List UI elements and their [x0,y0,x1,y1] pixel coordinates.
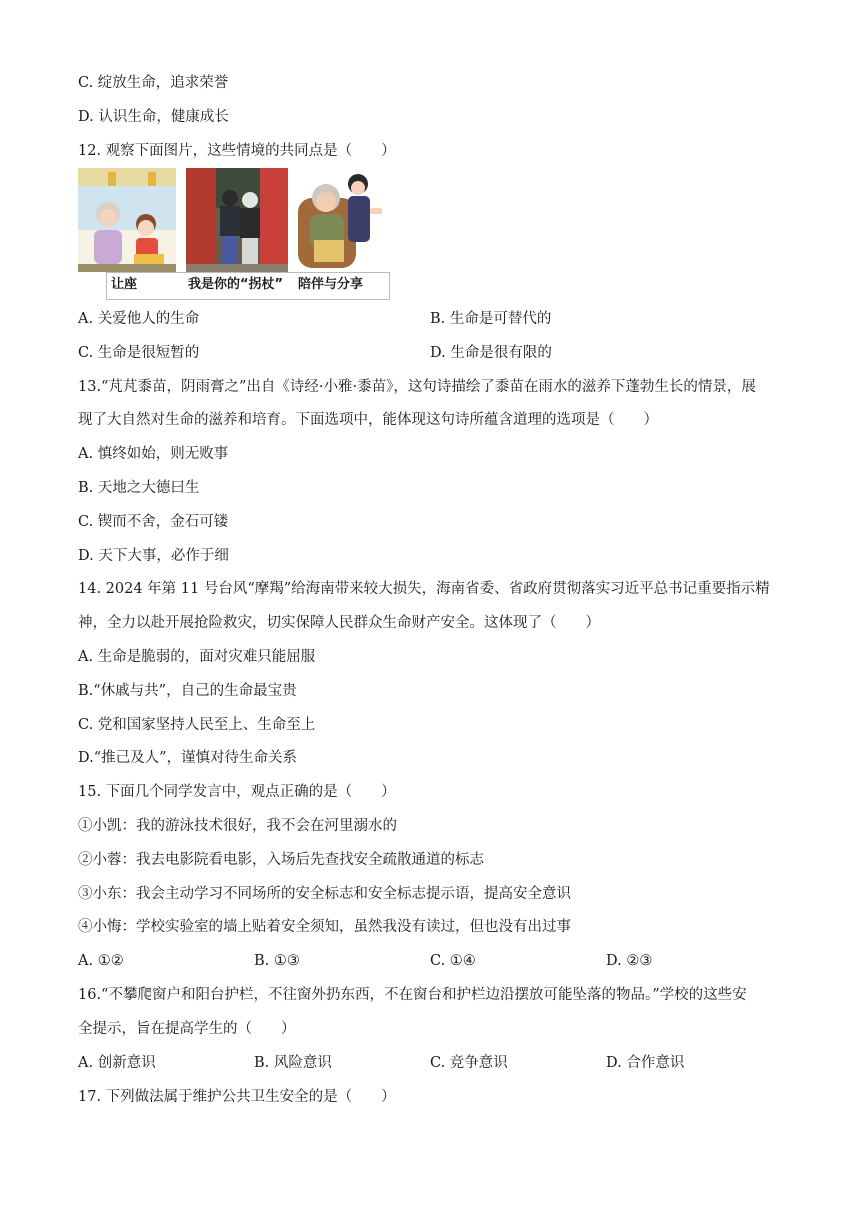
q16-option-a: A. 创新意识 [78,1055,156,1071]
q12-image-captions [106,272,390,300]
q15-option-c: C. ①④ [430,953,476,969]
caption-companion: 陪伴与分享 [298,277,364,292]
companionship-illustration [292,168,394,272]
seat-giving-illustration [78,168,176,272]
q13-option-a: A. 慎终如始，则无败事 [78,446,229,462]
q15-stem: 15. 下面几个同学发言中，观点正确的是（ ） [78,784,396,800]
q15-statement-1: ①小凯：我的游泳技术很好，我不会在河里溺水的 [78,818,397,834]
q14-option-d: D.“推己及人”，谨慎对待生命关系 [78,750,298,766]
q14-option-a: A. 生命是脆弱的，面对灾难只能屈服 [78,649,316,665]
q12-image-strip [78,168,398,300]
q13-stem-line1: 13.“芃芃黍苗，阴雨膏之”出自《诗经·小雅·黍苗》，这句诗描绘了黍苗在雨水的滋养下蓬勃生长的情景，展 [78,379,756,395]
caption-seat: 让座 [111,277,138,292]
q14-stem-line2: 神，全力以赴开展抢险救灾，切实保障人民群众生命财产安全。这体现了（ ） [78,615,600,631]
q12-option-b: B. 生命是可替代的 [430,311,552,327]
q15-statement-2: ②小蓉：我去电影院看电影，入场后先查找安全疏散通道的标志 [78,852,484,868]
q13-option-c: C. 锲而不舍，金石可镂 [78,514,229,530]
q12-option-d: D. 生命是很有限的 [430,345,552,361]
crutch-photo [186,168,288,272]
q14-option-c: C. 党和国家坚持人民至上、生命至上 [78,717,316,733]
q15-option-b: B. ①③ [254,953,300,969]
q15-statement-4: ④小悔：学校实验室的墙上贴着安全须知，虽然我没有读过，但也没有出过事 [78,919,571,935]
q12-stem: 12. 观察下面图片，这些情境的共同点是（ ） [78,143,396,159]
q12-option-a: A. 关爱他人的生命 [78,311,200,327]
q11-option-d: D. 认识生命，健康成长 [78,109,229,125]
q15-option-d: D. ②③ [606,953,653,969]
q16-option-d: D. 合作意识 [606,1055,685,1071]
q13-option-d: D. 天下大事，必作于细 [78,548,229,564]
q16-stem-line2: 全提示，旨在提高学生的（ ） [78,1021,296,1037]
caption-crutch: 我是你的“拐杖” [188,277,284,292]
q16-option-b: B. 风险意识 [254,1055,332,1071]
q16-stem-line1: 16.“不攀爬窗户和阳台护栏，不往窗外扔东西，不在窗台和护栏边沿摆放可能坠落的物品。”学校的这些安 [78,987,747,1003]
q13-option-b: B. 天地之大德曰生 [78,480,200,496]
q15-statement-3: ③小东：我会主动学习不同场所的安全标志和安全标志提示语，提高安全意识 [78,886,571,902]
q12-option-c: C. 生命是很短暂的 [78,345,200,361]
q17-stem: 17. 下列做法属于维护公共卫生安全的是（ ） [78,1089,396,1105]
q16-option-c: C. 竞争意识 [430,1055,508,1071]
q14-stem-line1: 14. 2024 年第 11 号台风“摩羯”给海南带来较大损失，海南省委、省政府贯彻落实习近平总书记重要指示精 [78,581,770,597]
q11-option-c: C. 绽放生命，追求荣誉 [78,75,229,91]
q13-stem-line2: 现了大自然对生命的滋养和培育。下面选项中，能体现这句诗所蕴含道理的选项是（ ） [78,412,658,428]
q14-option-b: B.“休戚与共”，自己的生命最宝贵 [78,683,297,699]
q15-option-a: A. ①② [78,953,124,969]
